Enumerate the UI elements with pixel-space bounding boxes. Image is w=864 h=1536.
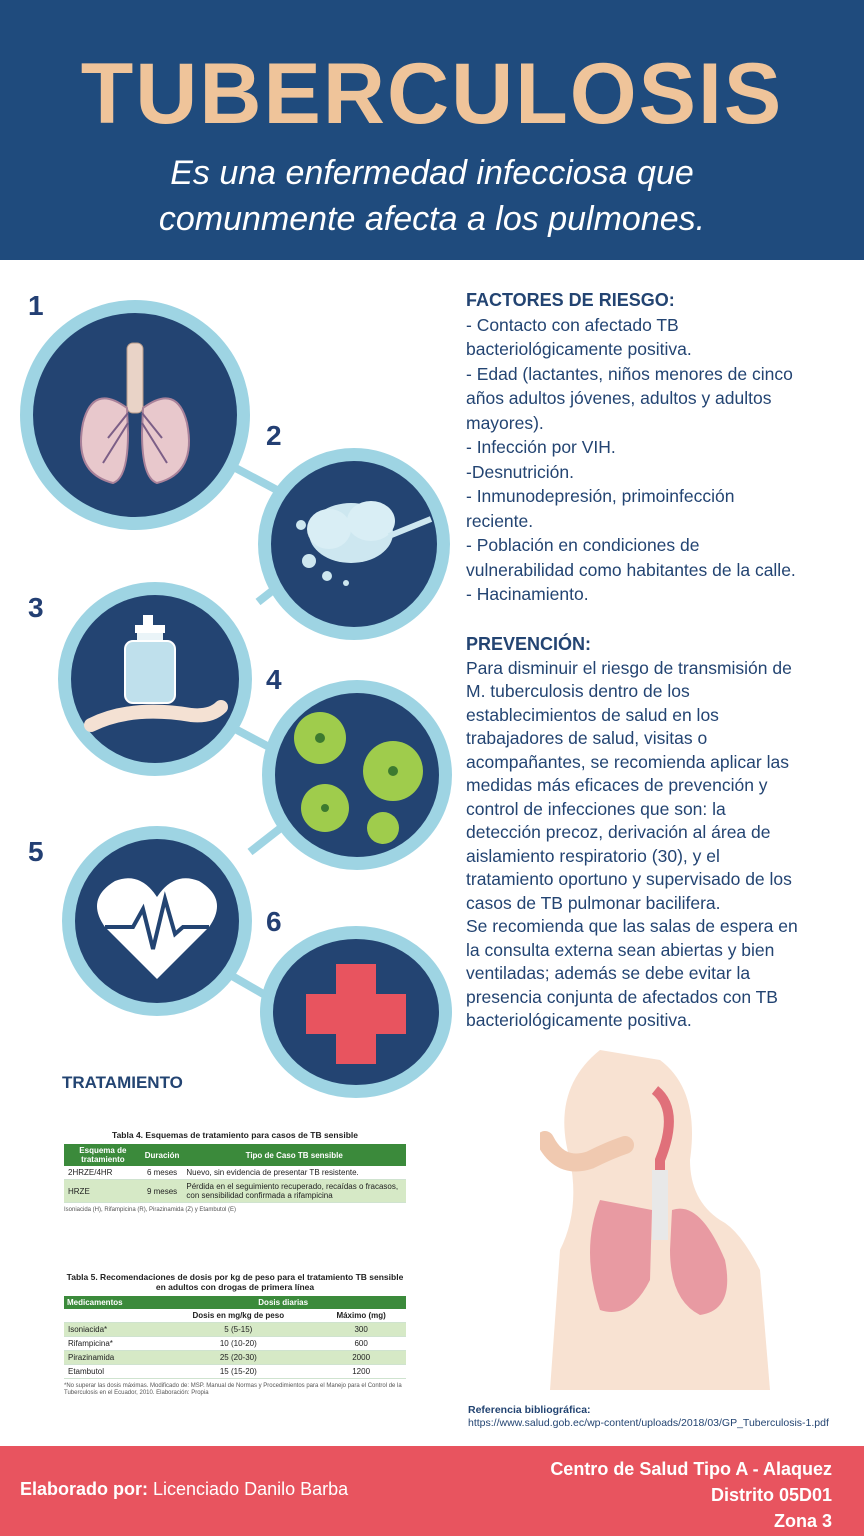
prevention-line: casos de TB pulmonar bacilifera. [466,892,721,913]
table-5-caption: Tabla 5. Recomendaciones de dosis por kg de peso para el tratamiento TB sensible en adultos con drogas de primera línea [66,1272,404,1292]
health-zone: Zona 3 [773,1511,832,1531]
prevention-line: Para disminuir el riesgo de transmisión de [466,657,792,678]
risk-line: - Hacinamiento. [466,584,589,604]
treatment-table-5 [64,1272,406,1397]
page-title: TUBERCULOSIS [80,46,784,142]
bacteria-icon [275,693,439,857]
table-5-cell: 10 (10-20) [160,1337,316,1351]
prevention-heading: PREVENCIÓN: [466,634,592,654]
credit-name: Licenciado Danilo Barba [148,1479,349,1499]
table-5-cell: 1200 [316,1365,406,1379]
table-5-cell: Rifampicina* [64,1337,160,1351]
hand-sanitizer-icon [71,595,239,763]
prevention-line: aislamiento respiratorio (30), y el [466,845,720,866]
table-4-header: Tipo de Caso TB sensible [182,1144,406,1166]
table-4-cell: 6 meses [142,1166,183,1180]
step-circle-4 [262,680,452,870]
table-5-cell: 600 [316,1337,406,1351]
risk-factors-heading: FACTORES DE RIESGO: [466,290,675,310]
credit [20,1479,348,1500]
page-subtitle [0,150,864,242]
table-5-cell: Pirazinamida [64,1351,160,1365]
prevention-line: Se recomienda que las salas de espera en [466,916,798,936]
subtitle-line: comunmente afecta a los pulmones. [158,200,706,238]
prevention-line: detección precoz, derivación al área de [466,822,771,842]
table-5-cell: 300 [316,1323,406,1337]
subtitle-line: Es una enfermedad infecciosa que [170,154,694,192]
table-5-cell: Etambutol [64,1365,160,1379]
risk-line: reciente. [466,510,534,531]
step-circle-6 [260,926,452,1098]
table-5-cell: 15 (15-20) [160,1365,316,1379]
prevention-line: M. tuberculosis dentro de los [466,681,690,701]
reference-label: Referencia bibliográfica: [468,1404,591,1416]
prevention-line: ventiladas; además se debe evitar la [466,963,751,983]
risk-line: mayores). [466,412,544,433]
prevention-line: establecimientos de salud en los [466,704,719,725]
prevention-line: presencia conjunta de afectados con TB [466,986,778,1007]
risk-line: años adultos jóvenes, adultos y adultos [466,388,772,408]
table-5-subheader: Máximo (mg) [316,1309,406,1323]
prevention-line: la consulta externa sean abiertas y bien [466,939,775,960]
risk-line: vulnerabilidad como habitantes de la calle. [466,559,796,580]
table-5-cell: 25 (20-30) [160,1351,316,1365]
step-number-5: 5 [28,836,44,867]
step-circle-1 [20,300,250,530]
table-4-note: Isoniacida (H), Rifampicina (R), Pirazinamida (Z) y Etambutol (E) [64,1207,237,1213]
risk-line: - Contacto con afectado TB [466,314,679,335]
treatment-heading: TRATAMIENTO [62,1073,183,1092]
prevention-line: medidas más eficaces de prevención y [466,775,768,795]
step-circle-5 [62,826,252,1016]
table-4-cell: 9 meses [142,1180,183,1203]
table-5-cell: 5 (5-15) [160,1323,316,1337]
prevention-line: control de infecciones que son: la [466,798,726,819]
table-4-cell: Nuevo, sin evidencia de presentar TB resistente. [182,1166,406,1180]
table-5 [64,1296,406,1379]
risk-line: bacteriológicamente positiva. [466,339,692,359]
reference-link[interactable]: https://www.salud.gob.ec/wp-content/uploads/2018/03/GP_Tuberculosis-1.pdf [468,1417,829,1429]
medical-cross-icon [273,939,439,1085]
step-number-4: 4 [266,664,282,695]
risk-line: - Inmunodepresión, primoinfección [466,486,735,506]
table-5-subheader [64,1309,160,1323]
cough-cloud-icon [271,461,437,627]
respiratory-body-illustration [540,1050,780,1390]
prevention-line: tratamiento oportuno y supervisado de los [466,869,792,889]
risk-line: - Edad (lactantes, niños menores de cinco [466,363,793,384]
table-4-header: Duración [142,1144,183,1166]
risk-line: - Población en condiciones de [466,535,700,555]
table-5-cell: 2000 [316,1351,406,1365]
step-number-2: 2 [266,420,282,451]
step-number-3: 3 [28,592,44,623]
health-district: Distrito 05D01 [710,1485,832,1505]
prevention-line: acompañantes, se recomienda aplicar las [466,751,789,772]
table-5-header: Dosis diarias [160,1296,406,1309]
step-circle-2 [258,448,450,640]
lungs-icon [33,313,237,517]
reference [468,1404,829,1430]
table-4-header: Esquema de tratamiento [64,1144,142,1166]
risk-factors-section [466,288,846,607]
table-5-note: *No superar las dosis máximas. Modificado de: MSP. Manual de Normas y Procedimientos para el Manejo para el Control de la Tuberculosis en el Ecuador, 2010. Elaboración: Propia [64,1383,402,1396]
heartbeat-icon [75,839,239,1003]
credit-label: Elaborado por: [20,1479,149,1499]
table-4-cell: Pérdida en el seguimiento recuperado, recaídas o fracasos, con sensibilidad confirmada a rifampicina [182,1180,406,1203]
health-center-info [550,1456,832,1534]
step-number-1: 1 [28,290,44,321]
step-number-6: 6 [266,906,282,937]
treatment-table-4 [64,1130,406,1214]
prevention-line: trabajadores de salud, visitas o [466,728,708,748]
health-center-name: Centro de Salud Tipo A - Alaquez [550,1459,832,1479]
header-banner [0,0,864,260]
table-4 [64,1144,406,1203]
step-circle-3 [58,582,252,776]
risk-line: -Desnutrición. [466,461,574,482]
table-4-cell: HRZE [64,1180,142,1203]
risk-line: - Infección por VIH. [466,437,616,457]
table-4-caption: Tabla 4. Esquemas de tratamiento para casos de TB sensible [112,1130,358,1140]
prevention-line: bacteriológicamente positiva. [466,1010,692,1030]
table-4-cell: 2HRZE/4HR [64,1166,142,1180]
prevention-section [466,633,851,1033]
table-5-header: Medicamentos [64,1296,160,1309]
table-5-cell: Isoniacida* [64,1323,160,1337]
table-5-subheader: Dosis en mg/kg de peso [160,1309,316,1323]
